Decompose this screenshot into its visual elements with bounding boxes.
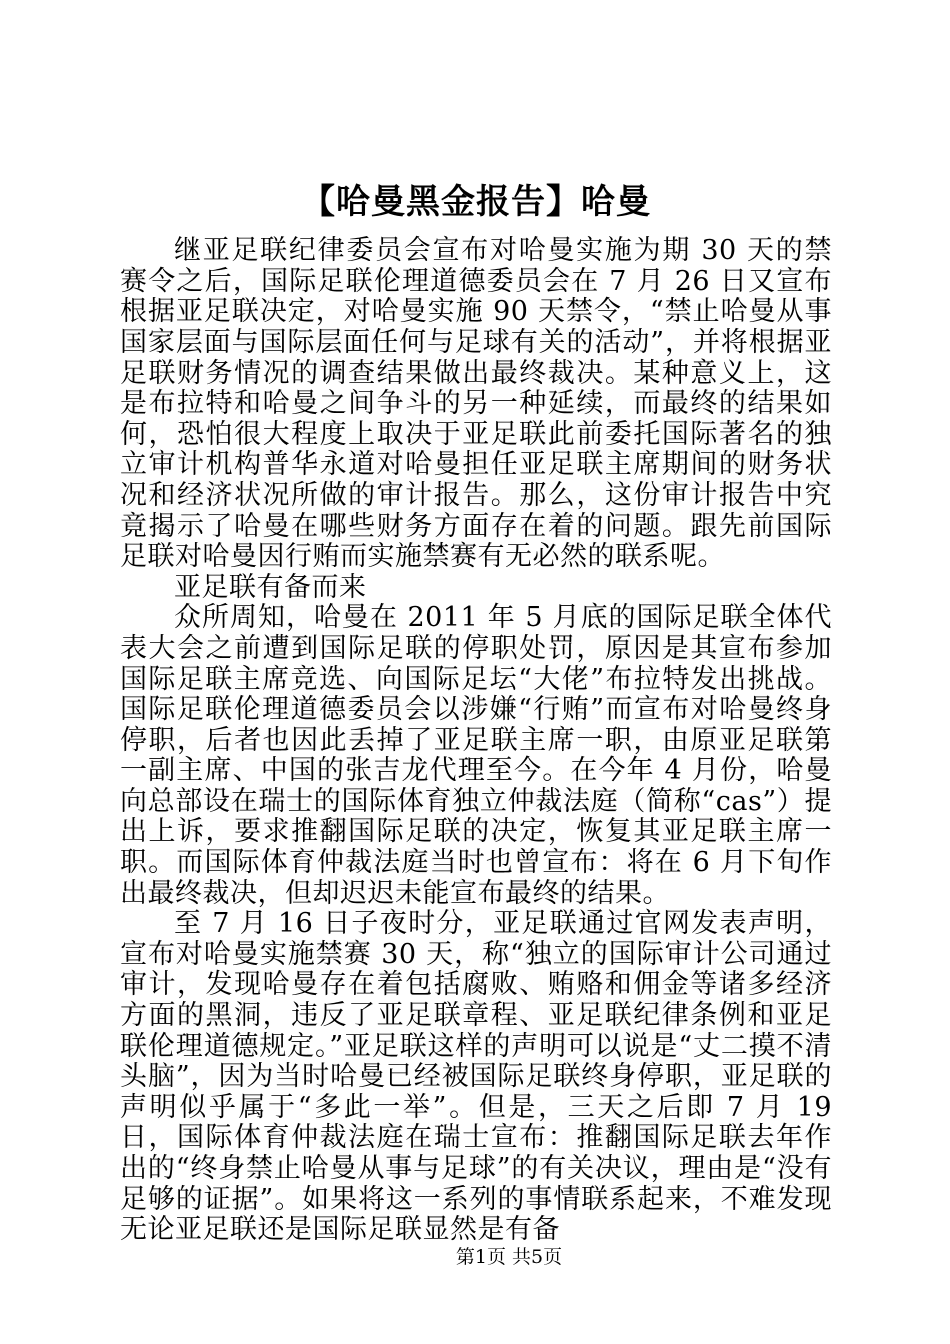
paragraph-4: 至 7 月 16 日子夜时分，亚足联通过官网发表声明，宣布对哈曼实施禁赛 30 天，称“独立的国际审计公司通过审计，发现哈曼存在着包括腐败、贿赂和佣金等诸多经济方面的黑洞，违反了亚足联章程、亚足联纪律条例和亚足联伦理道德规定。”亚足联这样的声明可以说是“丈二摸不清头脑”，因为当时哈曼已经被国际足联终身停职，亚足联的声明似乎属于“多此一举”。但是，三天之后即 7 月 19 日，国际体育仲裁法庭在瑞士宣布：推翻国际足联去年作出的“终身禁止哈曼从事与足球”的有关决议，理由是“没有足够的证据”。如果将这一系列的事情联系起来，不难发现无论亚足联还是国际足联显然是有备 — [120, 908, 832, 1246]
page-number-footer: 第1页 共5页 — [455, 1246, 563, 1268]
paragraph-3: 众所周知，哈曼在 2011 年 5 月底的国际足联全体代表大会之前遭到国际足联的停职处罚，原因是其宣布参加国际足联主席竞选、向国际足坛“大佬”布拉特发出挑战。国际足联伦理道德委员会以涉嫌“行贿”而宣布对哈曼终身停职，后者也因此丢掉了亚足联主席一职，由原亚足联第一副主席、中国的张吉龙代理至今。在今年 4 月份，哈曼向总部设在瑞士的国际体育独立仲裁法庭（简称“cas”）提出上诉，要求推翻国际足联的决定，恢复其亚足联主席一职。而国际体育仲裁法庭当时也曾宣布：将在 6 月下旬作出最终裁决，但却迟迟未能宣布最终的结果。 — [120, 602, 832, 909]
paragraph-2-subheading: 亚足联有备而来 — [174, 571, 367, 603]
paragraph-1: 继亚足联纪律委员会宣布对哈曼实施为期 30 天的禁赛令之后，国际足联伦理道德委员会在 7 月 26 日又宣布根据亚足联决定，对哈曼实施 90 天禁令，“禁止哈曼从事国家层面与国际层面任何与足球有关的活动”，并将根据亚足联财务情况的调查结果做出最终裁决。某种意义上，这是布拉特和哈曼之间争斗的另一种延续，而最终的结果如何，恐怕很大程度上取决于亚足联此前委托国际著名的独立审计机构普华永道对哈曼担任亚足联主席期间的财务状况和经济状况所做的审计报告。那么，这份审计报告中究竟揭示了哈曼在哪些财务方面存在着的问题。跟先前国际足联对哈曼因行贿而实施禁赛有无必然的联系呢。 — [120, 235, 832, 573]
document-title: 【哈曼黑金报告】哈曼 — [301, 182, 651, 222]
